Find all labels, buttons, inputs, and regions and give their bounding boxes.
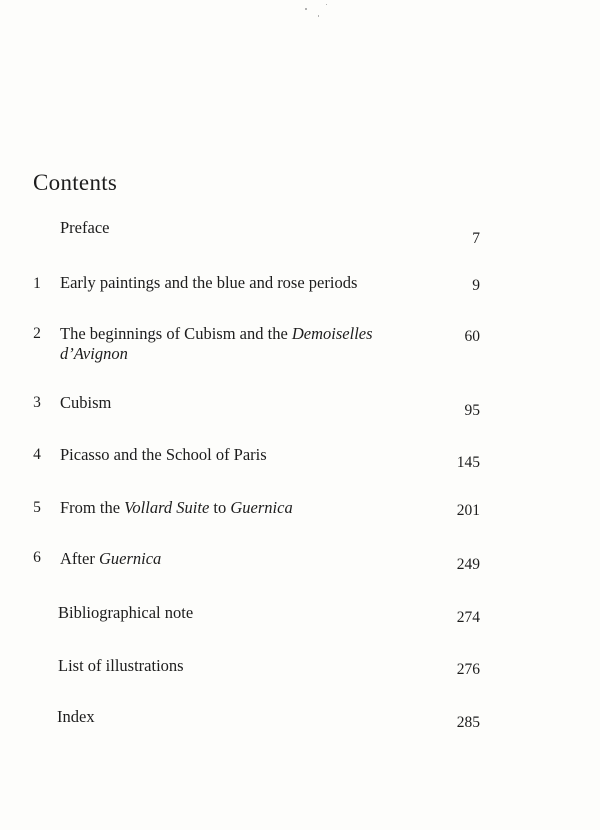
toc-entry-bibliographical-note [0, 603, 600, 643]
page-number: 7 [472, 230, 480, 247]
chapter-number: 2 [33, 325, 41, 342]
entry-title: Preface [60, 218, 110, 237]
entry-title: The beginnings of Cubism and the Demoiselles d’Avignon [60, 324, 373, 363]
toc-entry-chapter-1 [0, 273, 600, 313]
toc-entry-list-of-illustrations [0, 656, 600, 696]
toc-entry-chapter-2 [0, 324, 600, 364]
page-number: 249 [456, 556, 480, 573]
entry-title: Early paintings and the blue and rose periods [60, 273, 358, 292]
entry-title: From the Vollard Suite to Guernica [60, 498, 293, 517]
toc-entry-chapter-6 [0, 549, 600, 589]
chapter-number: 3 [33, 394, 41, 411]
entry-title: Bibliographical note [58, 603, 194, 622]
print-speck [326, 4, 327, 5]
page-number: 276 [456, 661, 480, 678]
toc-entry-chapter-3 [0, 393, 600, 433]
page-number: 274 [456, 609, 480, 626]
toc-entry-chapter-5 [0, 498, 600, 538]
page-number: 201 [456, 502, 480, 519]
print-speck [318, 15, 319, 17]
entry-title: After Guernica [60, 549, 162, 568]
entry-title: List of illustrations [58, 656, 184, 675]
toc-entry-preface [0, 218, 600, 258]
toc-entry-index [0, 707, 600, 747]
entry-title: Cubism [60, 393, 112, 412]
print-speck [305, 8, 307, 10]
page-number: 95 [464, 402, 480, 419]
page-number: 285 [456, 714, 480, 731]
page-number: 145 [456, 454, 480, 471]
page-number: 60 [464, 328, 480, 345]
contents-heading: Contents [33, 170, 118, 195]
chapter-number: 6 [33, 549, 41, 566]
entry-title: Index [57, 707, 95, 726]
page-number: 9 [472, 277, 480, 294]
chapter-number: 4 [33, 446, 41, 463]
chapter-number: 1 [33, 275, 41, 292]
chapter-number: 5 [33, 499, 41, 516]
entry-title: Picasso and the School of Paris [60, 445, 267, 464]
toc-entry-chapter-4 [0, 445, 600, 485]
